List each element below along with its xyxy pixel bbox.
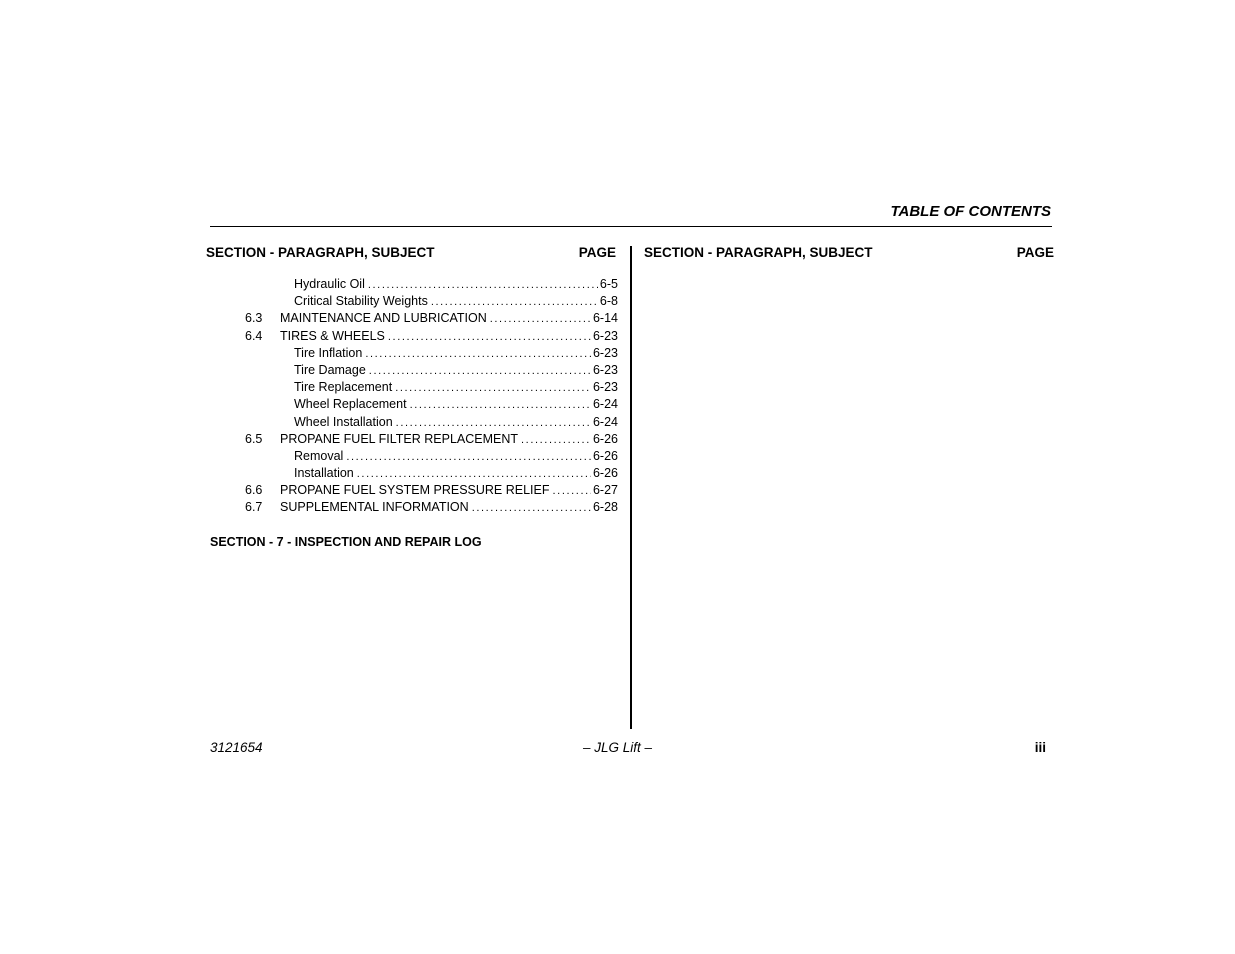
- toc-leader: [396, 415, 591, 432]
- toc-title: Hydraulic Oil: [294, 277, 365, 291]
- toc-title: Removal: [294, 448, 344, 463]
- toc-title: Installation: [294, 466, 354, 481]
- toc-leader: [431, 294, 598, 311]
- right-column-heading: SECTION - PARAGRAPH, SUBJECT: [644, 245, 873, 260]
- toc-entry-installation[interactable]: [210, 465, 618, 482]
- toc-entry-propane-fuel-system-pressure-relief[interactable]: [210, 482, 618, 499]
- header-rule: [210, 226, 1052, 227]
- page-title: TABLE OF CONTENTS: [890, 203, 1051, 220]
- toc-entry-tire-damage[interactable]: [210, 362, 618, 379]
- toc-entry-maintenance-and-lubrication[interactable]: [210, 310, 618, 327]
- right-page-heading: PAGE: [1016, 245, 1054, 260]
- toc-page: 6-27: [592, 483, 618, 498]
- toc-page: 6-23: [592, 345, 618, 360]
- toc-title: PROPANE FUEL FILTER REPLACEMENT: [280, 431, 519, 446]
- toc-page: 6-28: [592, 500, 618, 515]
- toc-entry-removal[interactable]: [210, 448, 618, 465]
- toc-title: Critical Stability Weights: [294, 294, 428, 309]
- toc-number: 6.4: [245, 328, 263, 343]
- toc-page: 6-5: [599, 277, 618, 291]
- toc-leader: [369, 363, 591, 380]
- toc-number: 6.7: [245, 500, 263, 515]
- toc-leader: [357, 466, 591, 483]
- toc-title: SUPPLEMENTAL INFORMATION: [280, 500, 469, 515]
- toc-number: 6.6: [245, 483, 263, 498]
- footer-doc-number: 3121654: [210, 740, 263, 755]
- toc-title: Wheel Replacement: [294, 397, 407, 412]
- toc-page: 6-23: [592, 362, 618, 377]
- toc-leader: [521, 432, 591, 449]
- toc-leader: [490, 311, 591, 328]
- toc-leader: [395, 380, 591, 397]
- toc-page: 6-24: [592, 397, 618, 412]
- toc-page: 6-23: [592, 328, 618, 343]
- toc-leader: [410, 397, 591, 414]
- toc-title: Tire Replacement: [294, 380, 393, 395]
- toc-page: 6-26: [592, 448, 618, 463]
- toc-entry-wheel-installation[interactable]: [210, 414, 618, 431]
- toc-entry-hydraulic-oil[interactable]: [210, 276, 618, 293]
- footer-page-number: iii: [1034, 740, 1046, 755]
- toc-entry-critical-stability-weights[interactable]: [210, 293, 618, 310]
- toc-list: [210, 276, 618, 517]
- toc-leader: [346, 449, 591, 466]
- column-divider: [630, 246, 632, 729]
- toc-title: Tire Inflation: [294, 345, 363, 360]
- left-page-heading: PAGE: [578, 245, 616, 260]
- toc-page: 6-23: [592, 380, 618, 395]
- toc-number: 6.5: [245, 431, 263, 446]
- toc-leader: [553, 483, 591, 500]
- toc-entry-tire-inflation[interactable]: [210, 345, 618, 362]
- toc-title: Wheel Installation: [294, 414, 393, 429]
- toc-page: 6-8: [599, 294, 618, 309]
- toc-page: 6-24: [592, 414, 618, 429]
- left-column-heading: SECTION - PARAGRAPH, SUBJECT: [206, 245, 435, 260]
- toc-title: TIRES & WHEELS: [280, 328, 385, 343]
- toc-leader: [472, 500, 591, 517]
- toc-entry-tire-replacement[interactable]: [210, 379, 618, 396]
- toc-title: Tire Damage: [294, 362, 366, 377]
- toc-section-7-heading[interactable]: SECTION - 7 - INSPECTION AND REPAIR LOG: [210, 535, 482, 549]
- toc-leader: [365, 346, 591, 363]
- footer-brand: – JLG Lift –: [582, 740, 653, 755]
- toc-page: 6-14: [592, 311, 618, 326]
- toc-entry-tires-wheels[interactable]: [210, 328, 618, 345]
- toc-page: 6-26: [592, 466, 618, 481]
- toc-page: 6-26: [592, 431, 618, 446]
- toc-leader: [388, 329, 591, 346]
- toc-entry-propane-fuel-filter-replacement[interactable]: [210, 431, 618, 448]
- toc-entry-supplemental-information[interactable]: [210, 499, 618, 516]
- toc-title: MAINTENANCE AND LUBRICATION: [280, 311, 487, 326]
- toc-title: PROPANE FUEL SYSTEM PRESSURE RELIEF: [280, 483, 550, 498]
- toc-number: 6.3: [245, 311, 263, 326]
- toc-leader: [368, 277, 598, 294]
- toc-entry-wheel-replacement[interactable]: [210, 396, 618, 413]
